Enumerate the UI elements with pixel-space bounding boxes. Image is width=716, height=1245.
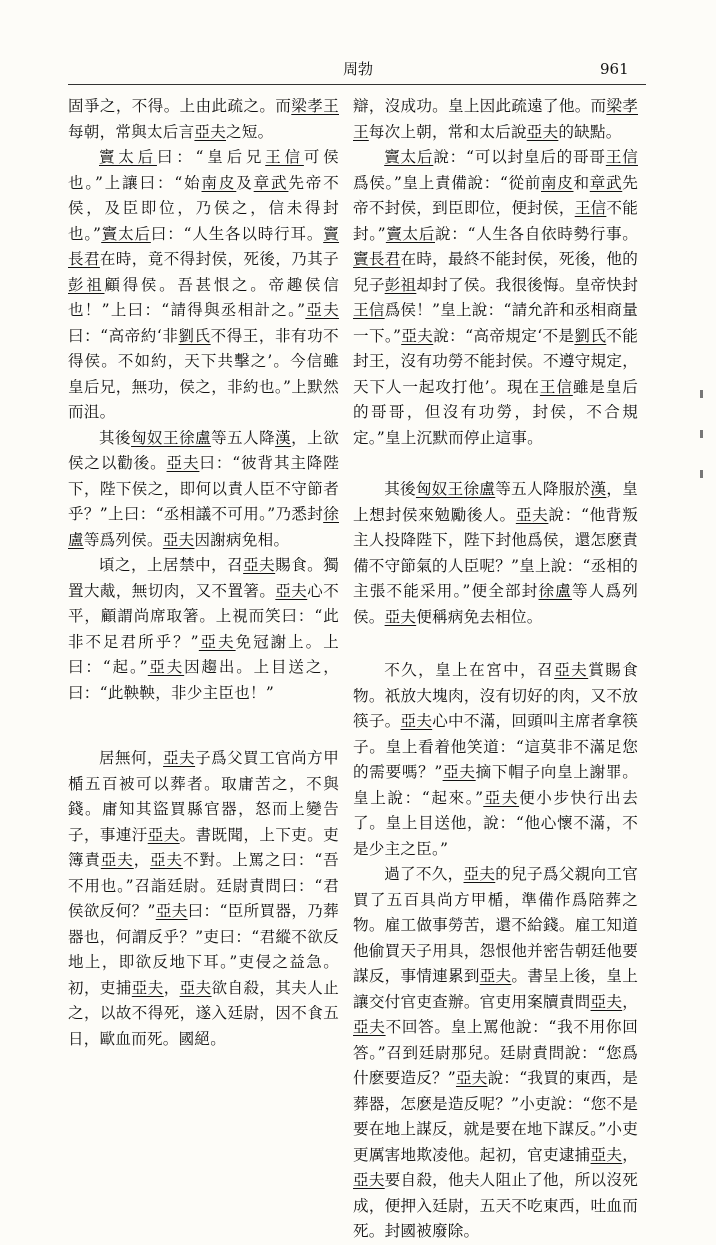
proper-name: 竇太后 xyxy=(385,224,435,243)
proper-name: 匈奴王 xyxy=(131,428,180,447)
classical-paragraph: 居無何，亞夫子爲父買工官尚方甲楯五百被可以葬者。取庸苦之，不與錢。庸知其盜買縣官器，怒而上變告子，事連汙亞夫。書既聞，上下吏。吏簿責亞夫，亞夫不對。上罵之曰：“吾不用也。”召詣廷尉。廷尉責問曰：“君侯欲反何？”亞夫曰：“臣所買器，乃葬器也，何謂反乎？”吏曰：“君縱不欲反地上，即欲反地下耳。”吏侵之益急。初，吏捕亞夫，亞夫欲自殺，其夫人止之，以故不得死，遂入廷尉，因不食五日，歐血而死。國絕。 xyxy=(68,749,339,1048)
proper-name: 亞夫 xyxy=(131,978,164,997)
proper-name: 亞夫 xyxy=(275,581,308,600)
proper-name: 亞夫 xyxy=(554,661,589,679)
proper-name: 亞夫 xyxy=(100,851,134,869)
proper-name: 亞夫 xyxy=(400,712,433,730)
proper-name: 竇長君 xyxy=(353,250,401,268)
classical-paragraph: 頃之，上居禁中，召亞夫賜食。獨置大胾，無切肉，又不置箸。亞夫心不平，顧謂尚席取箸。上視而笑曰：“此非不足君所乎？”亞夫免冠謝上。上曰：“起。”亞夫因趨出。上目送之，曰：“此鞅鞅，非少主臣也！” xyxy=(68,556,339,702)
proper-name: 匈奴王 xyxy=(415,480,464,498)
proper-name: 亞夫 xyxy=(384,607,417,626)
proper-name: 亞夫 xyxy=(590,1145,623,1164)
proper-name: 亞夫 xyxy=(163,749,196,767)
classical-paragraph: 固爭之，不得。上由此疏之。而梁孝王每朝，常與太后言亞夫之短。 xyxy=(68,97,339,141)
proper-name: 南皮 xyxy=(201,173,237,192)
proper-name: 劉氏 xyxy=(178,326,211,345)
proper-name: 王信 xyxy=(539,377,573,396)
proper-name: 彭祖 xyxy=(68,275,105,294)
proper-name: 徐盧 xyxy=(463,480,496,498)
proper-name: 亞夫 xyxy=(150,851,183,869)
proper-name: 亞夫 xyxy=(166,454,200,472)
proper-name: 亞夫 xyxy=(305,301,339,319)
translation-paragraph: 辯，沒成功。皇上因此疏遠了他。而梁孝王每次上朝，常和太后說亞夫的缺點。 xyxy=(353,97,639,141)
classical-paragraph: 其後匈奴王徐盧等五人降漢，上欲侯之以勸後。亞夫曰：“彼背其主降陛下，陛下侯之，即何以責人臣不守節者乎？”上曰：“丞相議不可用。”乃悉封徐盧等爲列侯。亞夫因謝病免相。 xyxy=(68,428,340,549)
proper-name: 亞夫 xyxy=(401,326,434,345)
proper-name: 亞夫 xyxy=(455,1069,488,1087)
proper-name: 亞夫 xyxy=(526,122,559,141)
proper-name: 徐盧 xyxy=(68,505,339,549)
proper-name: 亞夫 xyxy=(353,1171,385,1189)
classical-text-column xyxy=(68,94,340,1048)
page-number: 961 xyxy=(600,60,629,78)
proper-name: 漢 xyxy=(590,480,607,498)
proper-name: 亞夫 xyxy=(442,763,476,781)
proper-name: 亞夫 xyxy=(162,530,195,549)
running-header-title: 周勃 xyxy=(342,60,373,78)
translation-paragraph: 不久，皇上在宮中，召亞夫賞賜食物。祇放大塊肉，沒有切好的肉，又不放筷子。亞夫心中不滿，回頭叫主席者拿筷子。皇上看着他笑道：“這莫非不滿足您的需要嗎？”亞夫摘下帽子向皇上謝罪。皇上說：“起來。”亞夫便小步快行出去了。皇上目送他，說：“他心懷不滿，不是少主之臣。” xyxy=(353,661,638,858)
proper-name: 亞夫 xyxy=(147,658,185,676)
proper-name: 漢 xyxy=(275,428,292,447)
translation-text-column xyxy=(353,94,639,1240)
scan-edge-marks xyxy=(696,390,710,510)
proper-name: 亞夫 xyxy=(353,1018,386,1036)
proper-name: 徐盧 xyxy=(538,582,572,600)
proper-name: 梁孝王 xyxy=(353,97,639,141)
proper-name: 亞夫 xyxy=(479,967,512,985)
proper-name: 章武 xyxy=(253,173,289,192)
proper-name: 亞夫 xyxy=(147,825,180,844)
proper-name: 竇太后 xyxy=(101,224,151,243)
proper-name: 亞夫 xyxy=(194,122,227,141)
translation-paragraph: 其後匈奴王徐盧等五人降服於漢，皇上想封侯來勉勵後人。亞夫說：“他背叛主人投降陛下，陛下封他爲侯，還怎麽責備不守節氣的人臣呢？”皇上說：“丞相的主張不能采用。”便全部封徐盧等人爲列侯。亞夫便稱病免去相位。 xyxy=(353,480,639,626)
proper-name: 亞夫 xyxy=(243,556,276,574)
proper-name: 王信 xyxy=(574,199,607,217)
proper-name: 南皮 xyxy=(541,173,574,192)
proper-name: 王信 xyxy=(265,148,304,166)
proper-name: 亞夫 xyxy=(483,788,520,807)
proper-name: 亞夫 xyxy=(179,978,212,997)
proper-name: 亞夫 xyxy=(198,632,236,651)
classical-paragraph: 竇太后曰：“皇后兄王信可侯也。”上讓曰：“始南皮及章武先帝不侯，及臣即位，乃侯之，信未得封也。”竇太后曰：“人生各以時行耳。竇長君在時，竟不得封侯，死後，乃其子彭祖顧得侯。吾甚恨之。帝趣侯信也！”上曰：“請得與丞相計之。”亞夫曰：“高帝約‘非劉氏不得王，非有功不得侯。不如約，天下共擊之’。今信雖皇后兄，無功，侯之，非約也。”上默然而沮。 xyxy=(68,148,340,421)
proper-name: 徐盧 xyxy=(179,428,212,447)
translation-paragraph: 竇太后說：“可以封皇后的哥哥王信爲侯。”皇上責備說：“從前南皮和章武先帝不封侯，到臣即位，便封侯，王信不能封。”竇太后說：“人生各自依時勢行事。竇長君在時，最終不能封侯，死後，他的兒子彭祖却封了侯。我很後悔。皇帝快封王信爲侯！”皇上說：“請允許和丞相商量一下。”亞夫說：“高帝規定‘不是劉氏不能封王，沒有功勞不能封侯。不遵守規定，天下人一起攻打他’。現在王信雖是皇后的哥哥，但沒有功勞，封侯，不合規定。”皇上沉默而停止這事。 xyxy=(353,148,639,447)
proper-name: 彭祖 xyxy=(384,275,417,294)
header-rule xyxy=(68,84,646,85)
translation-paragraph: 過了不久，亞夫的兒子爲父親向工官買了五百具尚方甲楯，準備作爲陪葬之物。雇工做事勞苦，還不給錢。雇工知道他偷買天子用具，怨恨他并密告朝廷他要謀反，事情連累到亞夫。書呈上後，皇上讓交付官吏查辦。官吏用案牘責問亞夫，亞夫不回答。皇上罵他說：“我不用你回答。”召到廷尉那兒。廷尉責問說：“您爲什麽要造反？”亞夫說：“我買的東西，是葬器，怎麽是造反呢？”小吏說：“您不是要在地上謀反，就是要在地下謀反。”小吏更厲害地欺凌他。起初，官吏逮捕亞夫，亞夫要自殺，他夫人阻止了他，所以沒死成，便押入廷尉，五天不吃東西，吐血而死。封國被廢除。 xyxy=(353,865,638,1240)
proper-name: 竇長君 xyxy=(68,224,340,268)
proper-name: 亞夫 xyxy=(463,865,496,883)
proper-name: 劉氏 xyxy=(574,326,607,345)
proper-name: 亞夫 xyxy=(590,992,623,1011)
proper-name: 王信 xyxy=(353,301,385,319)
proper-name: 竇太后 xyxy=(99,148,157,166)
proper-name: 亞夫 xyxy=(515,505,549,524)
proper-name: 梁孝王 xyxy=(291,97,339,115)
proper-name: 亞夫 xyxy=(155,902,188,920)
proper-name: 王信 xyxy=(605,148,638,166)
proper-name: 竇太后 xyxy=(384,148,434,166)
proper-name: 章武 xyxy=(589,173,623,192)
